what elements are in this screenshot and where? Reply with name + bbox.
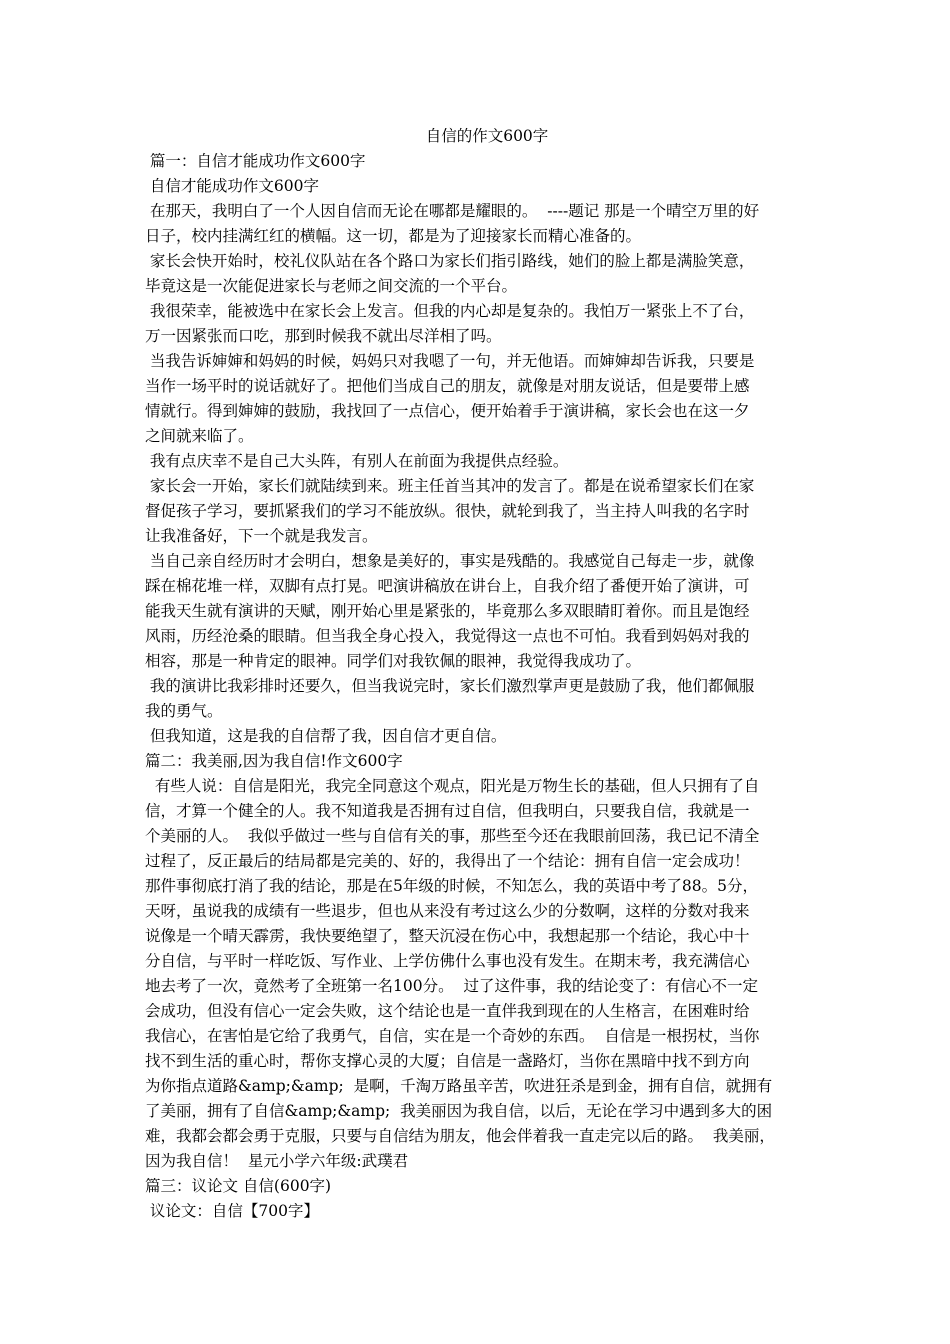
- text-line: 风雨，历经沧桑的眼睛。但当我全身心投入，我觉得这一点也不可怕。我看到妈妈对我的: [145, 627, 750, 645]
- text-line: 让我准备好，下一个就是我发言。: [145, 527, 378, 545]
- text-line: 过程了，反正最后的结局都是完美的、好的，我得出了一个结论：拥有自信一定会成功！: [145, 852, 750, 870]
- text-line: 说像是一个晴天霹雳，我快要绝望了，整天沉浸在伤心中，我想起那一个结论，我心中十: [145, 927, 750, 945]
- text-line: 自信才能成功作文600字: [145, 177, 320, 195]
- text-line: 督促孩子学习，要抓紧我们的学习不能放纵。很快，就轮到我了，当主持人叫我的名字时: [145, 502, 750, 520]
- text-line: 当自己亲自经历时才会明白，想象是美好的，事实是残酷的。我感觉自己每走一步，就像: [145, 552, 755, 570]
- text-line: 信，才算一个健全的人。我不知道我是否拥有过自信，但我明白，只要我自信，我就是一: [145, 802, 750, 820]
- document-title: 自信的作文600字: [425, 127, 549, 145]
- text-line: 踩在棉花堆一样，双脚有点打晃。吧演讲稿放在讲台上，自我介绍了番便开始了演讲，可: [145, 577, 750, 595]
- text-line: 找不到生活的重心时，帮你支撑心灵的大厦；自信是一盏路灯，当你在黑暗中找不到方向: [145, 1052, 750, 1070]
- text-line: 分自信，与平时一样吃饭、写作业、上学仿佛什么事也没有发生。在期末考，我充满信心: [145, 952, 750, 970]
- text-line: 个美丽的人。 我似乎做过一些与自信有关的事，那些至今还在我眼前回荡，我已记不清全: [145, 827, 760, 845]
- text-line: 难，我都会都会勇于克服，只要与自信结为朋友，他会伴着我一直走完以后的路。 我美丽，: [145, 1127, 775, 1145]
- text-line: 我有点庆幸不是自己大头阵，有别人在前面为我提供点经验。: [145, 452, 569, 470]
- text-line: 我的演讲比我彩排时还要久，但当我说完时，家长们激烈掌声更是鼓励了我，他们都佩服: [145, 677, 755, 695]
- text-line: 议论文：自信【700字】: [145, 1202, 320, 1220]
- text-line: 相容，那是一种肯定的眼神。同学们对我钦佩的眼神，我觉得我成功了。: [145, 652, 642, 670]
- text-line: 我信心，在害怕是它给了我勇气，自信，实在是一个奇妙的东西。 自信是一根拐杖，当你: [145, 1027, 760, 1045]
- text-line: 篇二：我美丽,因为我自信!作文600字: [145, 752, 403, 770]
- text-line: 当作一场平时的说话就好了。把他们当成自己的朋友，就像是对朋友说话，但是要带上感: [145, 377, 750, 395]
- document-body: [145, 149, 813, 1224]
- text-line: 能我天生就有演讲的天赋，刚开始心里是紧张的，毕竟那么多双眼睛盯着你。而且是饱经: [145, 602, 750, 620]
- text-line: 家长会快开始时，校礼仪队站在各个路口为家长们指引路线，她们的脸上都是满脸笑意，: [145, 252, 755, 270]
- text-line: 篇三：议论文 自信(600字): [145, 1177, 332, 1195]
- text-line: 地去考了一次，竟然考了全班第一名100分。 过了这件事，我的结论变了：有信心不一定: [145, 977, 758, 995]
- text-line: 但我知道，这是我的自信帮了我，因自信才更自信。: [145, 727, 507, 745]
- text-line: 为你指点道路&amp;&amp; 是啊，千淘万路虽辛苦，吹进狂杀是到金，拥有自信，就拥有: [145, 1077, 773, 1095]
- text-line: 情就行。得到婶婶的鼓励，我找回了一点信心，便开始着手于演讲稿，家长会也在这一夕: [145, 402, 750, 420]
- text-line: 当我告诉婶婶和妈妈的时候，妈妈只对我嗯了一句，并无他语。而婶婶却告诉我，只要是: [145, 352, 755, 370]
- document-page: [145, 124, 813, 1224]
- text-line: 会成功，但没有信心一定会失败，这个结论也是一直伴我到现在的人生格言，在困难时给: [145, 1002, 750, 1020]
- text-line: 那件事彻底打消了我的结论，那是在5年级的时候，不知怎么，我的英语中考了88。5分，: [145, 877, 758, 895]
- text-line: 天呀，虽说我的成绩有一些退步，但也从来没有考过这么少的分数啊，这样的分数对我来: [145, 902, 750, 920]
- text-line: 之间就来临了。: [145, 427, 254, 445]
- text-line: 日子，校内挂满红红的横幅。这一切，都是为了迎接家长而精心准备的。: [145, 227, 642, 245]
- text-line: 了美丽，拥有了自信&amp;&amp; 我美丽因为我自信，以后，无论在学习中遇到多大的困: [145, 1102, 773, 1120]
- text-line: 有些人说：自信是阳光，我完全同意这个观点，阳光是万物生长的基础，但人只拥有了自: [145, 777, 760, 795]
- text-line: 因为我自信！ 星元小学六年级:武璞君: [145, 1152, 409, 1170]
- text-line: 我很荣幸，能被选中在家长会上发言。但我的内心却是复杂的。我怕万一紧张上不了台，: [145, 302, 755, 320]
- text-line: 我的勇气。: [145, 702, 223, 720]
- text-line: 篇一：自信才能成功作文600字: [145, 152, 366, 170]
- text-line: 毕竟这是一次能促进家长与老师之间交流的一个平台。: [145, 277, 518, 295]
- text-line: 家长会一开始，家长们就陆续到来。班主任首当其冲的发言了。都是在说希望家长们在家: [145, 477, 755, 495]
- text-line: 在那天，我明白了一个人因自信而无论在哪都是耀眼的。 ----题记 那是一个晴空万里的好: [145, 202, 760, 220]
- text-line: 万一因紧张而口吃，那到时候我不就出尽洋相了吗。: [145, 327, 502, 345]
